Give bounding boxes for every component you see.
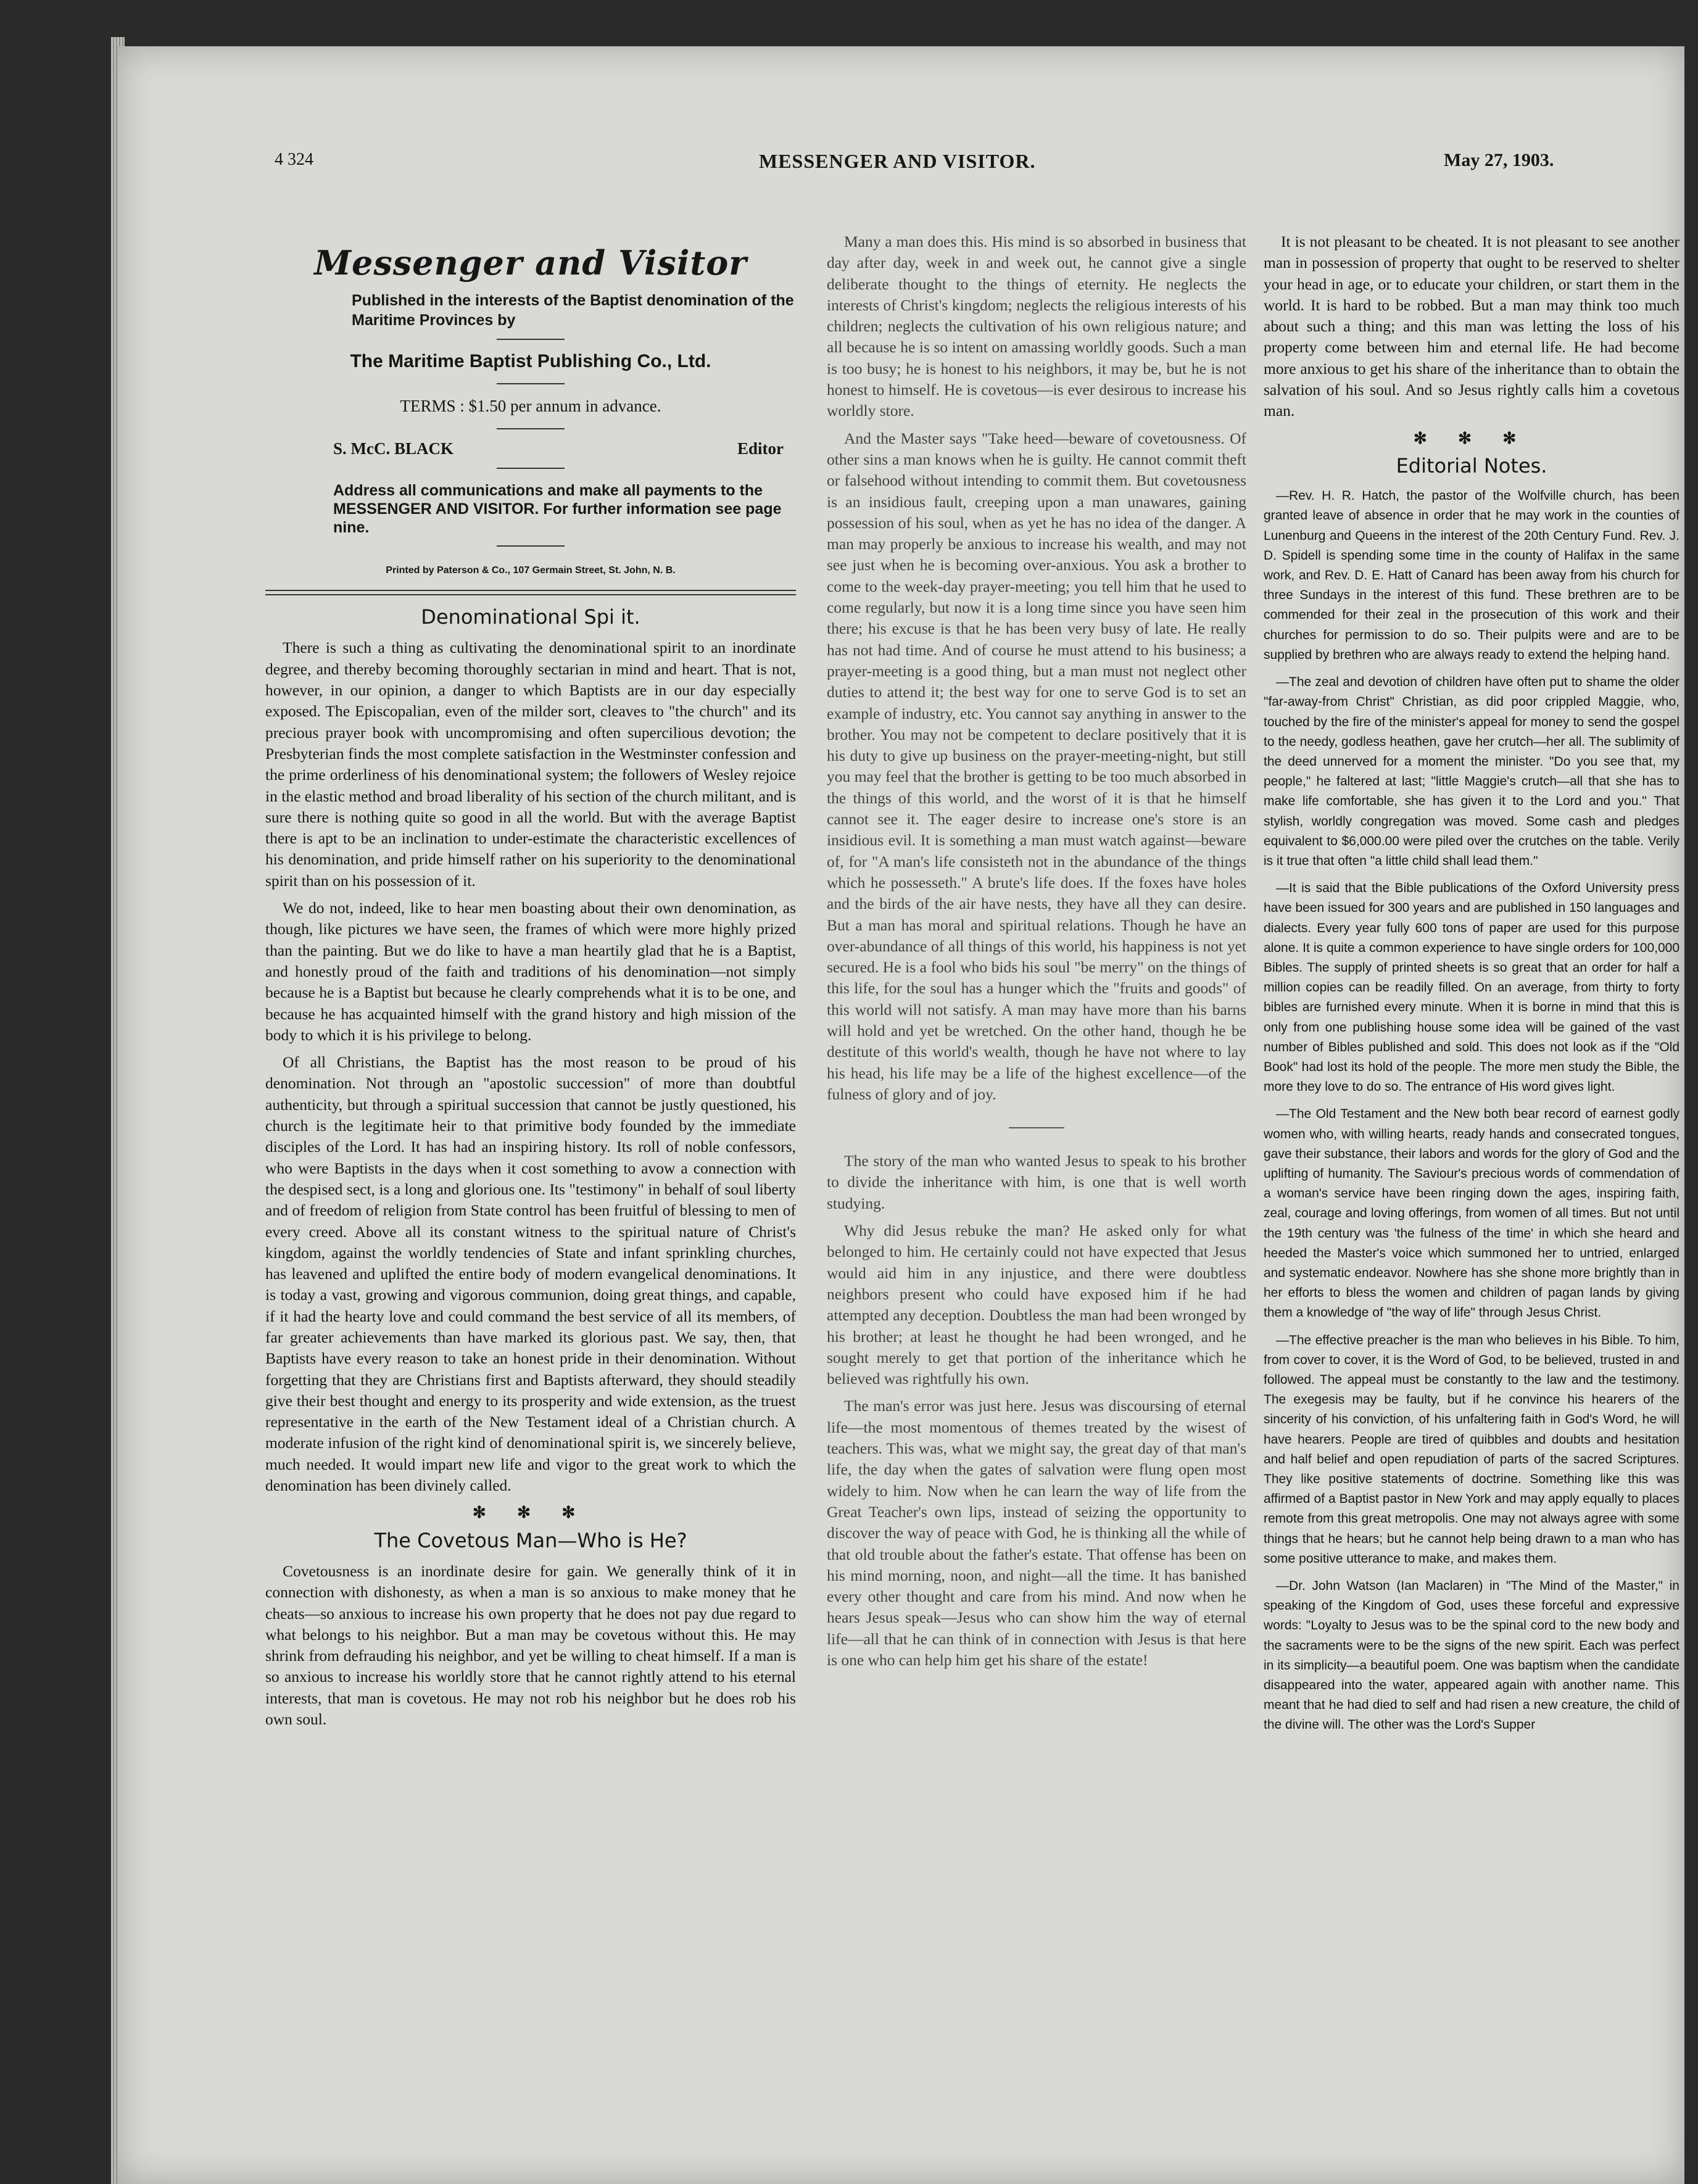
newspaper-page (117, 46, 1684, 2184)
editorial-notes (1264, 486, 1679, 1735)
paragraph: It is not pleasant to be cheated. It is not pleasant to see another man in possession of property that ought to be reserved to shelter your head in age, or to educate your children, or start them in the world. It is hard to be robbed. But a man may think too much about such a thing; and this man was letting the loss of his property come between him and eternal life. He had become more anxious to get his share of the inheritance than to obtain the salvation of his soul. And so Jesus rightly calls him a covetous man. (1264, 233, 1679, 420)
masthead-terms: TERMS : $1.50 per annum in advance. (400, 397, 661, 416)
editor-label: Editor (737, 439, 784, 458)
masthead-title: Messenger and Visitor (314, 243, 747, 283)
column-1 (265, 238, 796, 1736)
masthead-rule (265, 590, 796, 595)
column-3 (1264, 231, 1679, 1743)
editorial-note: —The zeal and devotion of children have often put to shame the older "far-away-from Christ" Christian, as did poor crippled Maggie, who, touched by the fire of the minister's appeal for money to send the gospel to the needy, godless heathen, gave her crutch—her all. The sublimity of the deed unnerved for a moment the minister. "Do you see that, my people," he faltered at last; "little Maggie's crutch—all that she has to make life comfortable, she has given it to the Lord and you." That stylish, worldly congregation was moved. Some cash and pledges equivalent to $6,000.00 were piled over the crutches on the table. Verily is it true that often "a little child shall lead them." (1264, 675, 1679, 868)
editorial-note: —It is said that the Bible publications of the Oxford University press have been issued for 300 years and are published in 150 languages and dialects. Every year fully 600 tons of paper are used for this purpose alone. It is quite a common experience to have single orders for 100,000 Bibles. The supply of printed sheets is so great that an order for half a million copies can be readily filled. On an average, from thirty to forty bibles are furnished every minute. When it is borne in mind that this is only from one publishing house some idea will be gained of the vast number of Bibles published and sold. This does not look as if the "Old Book" had lost its hold of the people. The more men study the Bible, the more they love to do so. The entrance of His word gives light. (1264, 881, 1679, 1094)
masthead-address: Address all communications and make all payments to the MESSENGER AND VISITOR. For further information see page nine. (333, 481, 782, 536)
divider (497, 383, 565, 384)
paragraph: And the Master says "Take heed—beware of covetousness. Of other sins a man knows when he is guilty. He cannot commit theft or falsehood without intending to commit them. But covetousness is an insidious fault, creeping upon a man unawares, gaining possession of his soul, when as yet he has no idea of the danger. A man may properly be anxious to increase his wealth, and may not see just when he is becoming over-anxious. You ask a brother to come to the week-day prayer-meeting; you tell him that he used to come regularly, but now it is a long time since you have seen him there; his excuse is that he has been very busy of late. He really has not had time. And of course he must attend to his business; a prayer-meeting is a good thing, but a man must not neglect other duties to attend it; the best way for one to serve God is to set an example of industry, etc. You cannot say anything in answer to the brother. You may not be competent to declare positively that it is his duty to give up business on the prayer-meeting-night, but still you may feel that the brother is getting to be too much absorbed in the things of this world, and the worst of it is that he himself cannot see it. The eager desire to increase one's store is an insidious evil. It is something a man must watch against—beware of, for "A man's life consisteth not in the abundance of the things which he possesseth." A brute's life does. If the foxes have holes and the birds of the air have nests, they have all they can desire. But a man has moral and spiritual relations. Though he have an over-abundance of all things of this world, his happiness is not yet secured. He is a fool who bids his soul "be merry" on the things of this life, for the soul has a hunger which the "fruits and goods" of this world will not satisfy. A man may have more than his barns will hold and yet be wretched. On the other hand, though he be destitute of this world's wealth, though he have not where to lay his head, his life may be a life of the highest excellence—of the fulness of glory and of joy. (827, 429, 1246, 1103)
page-number: 4 324 (275, 150, 313, 169)
masthead-printer: Printed by Paterson & Co., 107 Germain Street, St. John, N. B. (386, 565, 676, 576)
paragraph: Covetousness is an inordinate desire for gain. We generally think of it in connection with dishonesty, as when a man is so anxious to make money that he cheats—so anxious to increase his own property that he does not pay due regard to what belongs to his neighbor. But a man may be covetous without this. He may shrink from defrauding his neighbor, and yet be willing to cheat himself. If a man is so anxious to increase his worldly store that he cannot rightly attend to his eternal interests, that man is covetous. He may not rob his neighbor but he does rob his own soul. (265, 1561, 796, 1729)
paragraph: Many a man does this. His mind is so absorbed in business that day after day, week in and week out, he cannot give a single deliberate thought to the things of eternity. He neglects the interests of Christ's kingdom; neglects the religious interests of his children; neglects the cultivation of his own religious nature; and all because he is so intent on amassing worldly goods. Such a man is too busy; he is honest to his neighbors, it may be, but he is not honest to himself. He is covetous—is ever desirous to increase his worldly store. (827, 233, 1246, 420)
divider (497, 339, 565, 340)
column-2 (827, 231, 1246, 1677)
running-title: MESSENGER AND VISITOR. (759, 150, 1036, 172)
masthead-editor-line (265, 438, 796, 459)
editorial-note: —The Old Testament and the New both bear record of earnest godly women who, with willing hearts, ready hands and consecrated tongues, gave their substance, their labors and words for the glory of God and the uplifting of humanity. The Saviour's precious words of commendation of a woman's service have been ringing down the ages, inspiring faith, zeal, courage and loving offerings, from women of all times. But not until the 19th century was 'the fulness of the time' in which she heard and heeded the Master's voice which summoned her to untried, enlarged and systematic endeavor. Nowhere has she shone more brightly than in her efforts to bless the women and children of pagan lands by giving them a knowledge of "the way of life" through Jesus Christ. (1264, 1107, 1679, 1320)
editorial-note: —Dr. John Watson (Ian Maclaren) in "The Mind of the Master," in speaking of the Kingdom of God, uses these forceful and expressive words: "Loyalty to Jesus was to be the spinal cord to the new body and the sacraments were to be the signs of the new spirit. Each was perfect in its simplicity—a beautiful poem. One was baptism when the candidate disappeared into the water, appeared again with another name. This meant that he had died to self and had risen a new creature, the child of the divine will. The other was the Lord's Supper (1264, 1579, 1679, 1732)
divider (497, 428, 565, 429)
section-ornament: ✻ ✻ ✻ (1413, 429, 1530, 447)
paragraph: Why did Jesus rebuke the man? He asked only for what belonged to him. He certainly could not have expected that Jesus would aid him in any injustice, and there were doubtless neighbors present who could have exposed him if he had attempted any deception. Doubtless the man had been wronged by his brother; at least he thought he had been wronged, and he sought merely to get that portion of the inheritance which he believed was rightfully his own. (827, 1222, 1246, 1388)
paragraph: Of all Christians, the Baptist has the most reason to be proud of his denomination. Not through an "apostolic succession" of more than doubtful authenticity, but through a spiritual succession that cannot be justly questioned, his church is the legitimate heir to that primitive body founded by the immediate disciples of the Lord. It has had an inspiring history. Its roll of noble confessors, who were Baptists in the days when it cost something to avow a connection with the despised sect, is a long and glorious one. Its "testimony" in behalf of soul liberty and of freedom of religion from State control has been fruitful of blessing to men of every creed. Above all its constant witness to the spiritual nature of Christ's kingdom, against the worldly tendencies of State and infant sprinkling churches, has leavened and uplifted the entire body of modern evangelical denominations. It is today a vast, growing and vigorous communion, doing great things, and capable, if it had the hearty love and could command the best service of all its members, of far greater achievements than have marked its glorious past. We say, then, that Baptists have every reason to take an honest pride in their denomination. Without forgetting that they are Christians first and Baptists afterward, they should steadily give their best thought and energy to its prosperity and wide extension, as the truest representative in the earth of the New Testament ideal of a Christian church. A moderate infusion of the right kind of denominational spirit is, we sincerely believe, much needed. It would impart new life and vigor to the great work to which the denomination has been divinely called. (265, 1053, 796, 1495)
editor-name: S. McC. BLACK (333, 439, 453, 458)
article-title-editorial: Editorial Notes. (1396, 453, 1547, 478)
section-ornament: ✻ ✻ ✻ (472, 1504, 589, 1522)
issue-date: May 27, 1903. (1444, 150, 1554, 170)
editorial-note: —Rev. H. R. Hatch, the pastor of the Wolfville church, has been granted leave of absence in order that he may work in the counties of Lunenburg and Queens in the interest of the 20th Century Fund. Rev. J. D. Spidell is spending some time in the county of Halifax in the same work, and Rev. D. E. Hatt of Canard has been away from his church for three Sundays in the interest of this fund. These brethren are to be commended for their zeal in the prosecution of this work and their churches for permission to do so. Their pulpits were and are to be supplied by brethren who are always ready to extend the helping hand. (1264, 489, 1679, 662)
paragraph: There is such a thing as cultivating the denominational spirit to an inordinate degree, and thereby becoming thoroughly sectarian in mind and heart. That is not, however, in our opinion, a danger to which Baptists are in our day especially exposed. The Episcopalian, even of the milder sort, cleaves to "the church" and its precious prayer book with uncompromising and often supercilious devotion; the Presbyterian finds the most complete satisfaction in the Westminster confession and the prime orderliness of his denominational system; the followers of Wesley rejoice in the elastic method and broad liberality of his section of the church militant, and is sure there is nothing quite so good in all the world. But with the average Baptist there is apt to be an inclination to under-estimate the characteristic excellences of his denomination, and pride himself rather on his superiority to the denominational spirit than on his possession of it. (265, 639, 796, 890)
divider (1009, 1127, 1064, 1128)
masthead (265, 241, 796, 595)
masthead-published: Published in the interests of the Baptist denomination of the Maritime Provinces by (352, 292, 794, 329)
paragraph: We do not, indeed, like to hear men boasting about their own denomination, as though, like pictures we have seen, the frames of which were more highly prized than the painting. But we do like to have a man heartily glad that he is a Baptist, and honestly proud of the faith and traditions of his denomination—not simply because he is a Baptist but because he clearly comprehends what it is to be one, and because he has acquainted himself with the grand history and high mission of the body to which it is his privilege to belong. (265, 899, 796, 1044)
divider (497, 545, 565, 547)
article-title-covetous: The Covetous Man—Who is He? (374, 1528, 687, 1552)
masthead-company: The Maritime Baptist Publishing Co., Ltd. (350, 351, 711, 371)
editorial-note: —The effective preacher is the man who believes in his Bible. To him, from cover to cover, it is the Word of God, to be believed, trusted in and followed. The appeal must be constantly to the law and the testimony. The exegesis may be faulty, but if he convince his hearers of the sincerity of his conviction, of his unfaltering faith in God's Word, he will have hearers. People are tired of quibbles and doubts and hesitation and half belief and open repudiation of parts of the sacred Scriptures. They like positive statements of doctrine. Something like this was affirmed of a Baptist pastor in New York and may apply equally to places remote from this great metropolis. One may not always agree with some things that he hears; but he cannot help being drawn to a man who has some positive utterance to make, and makes them. (1264, 1333, 1679, 1566)
divider (497, 468, 565, 469)
paragraph: The man's error was just here. Jesus was discoursing of eternal life—the most momentous of themes treated by the wisest of teachers. This was, what we might say, the great day of that man's life, the day when the gates of salvation were flung open most widely to him. Now when he can learn the way of life from the Great Teacher's own lips, instead of seizing the opportunity to discover the way of peace with God, he is thinking all the while of that old trouble about the father's estate. That offense has been on his mind morning, noon, and night—all the time. It has banished every other thought and care from his mind. And now when he hears Jesus speak—Jesus who can show him the way of eternal life—all that he can think of in connection with Jesus is that here is one who can help him get his share of the estate! (827, 1397, 1246, 1669)
article-title-denominational: Denominational Spi it. (421, 605, 640, 629)
paragraph: The story of the man who wanted Jesus to speak to his brother to divide the inheritance with him, is one that is well worth studying. (827, 1152, 1246, 1212)
